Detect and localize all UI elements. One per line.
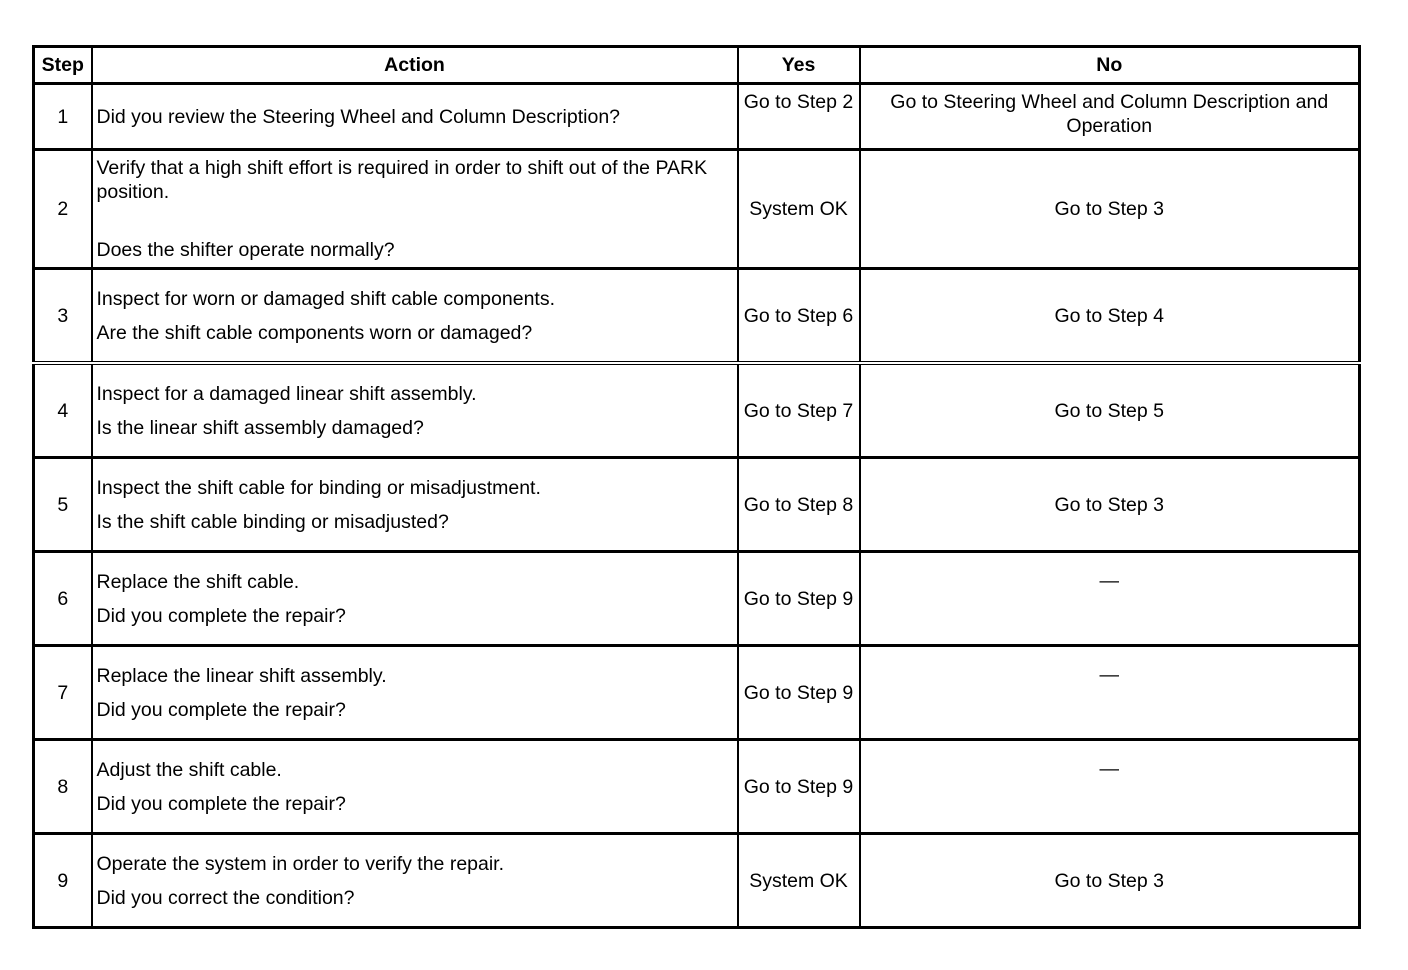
action-cell	[92, 646, 738, 740]
no-cell: Go to Step 3	[860, 834, 1360, 928]
action-text: Operate the system in order to verify the repair.	[96, 852, 505, 875]
no-cell: Go to Step 5	[860, 363, 1360, 458]
action-cell	[92, 552, 738, 646]
action-text: Adjust the shift cable.	[96, 758, 282, 781]
yes-cell: Go to Step 8	[738, 458, 860, 552]
header-yes: Yes	[738, 47, 860, 84]
table-row	[34, 84, 1360, 150]
action-text: Inspect for worn or damaged shift cable components.	[96, 287, 555, 310]
yes-cell: Go to Step 2	[738, 84, 860, 150]
action-question: Did you complete the repair?	[96, 698, 346, 721]
no-dash: —	[1099, 569, 1119, 592]
yes-cell: Go to Step 9	[738, 552, 860, 646]
no-cell: Go to Step 3	[860, 458, 1360, 552]
action-cell	[92, 834, 738, 928]
action-text: Did you review the Steering Wheel and Column Description?	[96, 105, 621, 128]
step-number: 5	[34, 458, 92, 552]
step-number: 1	[34, 84, 92, 150]
action-cell	[92, 84, 738, 150]
header-row	[34, 47, 1360, 84]
action-text: Inspect for a damaged linear shift assembly.	[96, 382, 477, 405]
action-question: Are the shift cable components worn or damaged?	[96, 321, 533, 344]
step-number: 6	[34, 552, 92, 646]
yes-cell: Go to Step 9	[738, 646, 860, 740]
no-dash: —	[1099, 663, 1119, 686]
action-question: Is the linear shift assembly damaged?	[96, 416, 424, 439]
yes-cell: Go to Step 7	[738, 363, 860, 458]
diagnostic-table	[32, 45, 1361, 929]
action-cell	[92, 150, 738, 269]
action-question: Is the shift cable binding or misadjusted?	[96, 510, 449, 533]
no-cell: Go to Step 3	[860, 150, 1360, 269]
table-row	[34, 363, 1360, 458]
action-question: Did you complete the repair?	[96, 604, 346, 627]
action-text: Replace the linear shift assembly.	[96, 664, 387, 687]
yes-cell: Go to Step 9	[738, 740, 860, 834]
action-text: Inspect the shift cable for binding or misadjustment.	[96, 476, 541, 499]
step-number: 2	[34, 150, 92, 269]
step-number: 7	[34, 646, 92, 740]
table-row	[34, 552, 1360, 646]
action-question: Does the shifter operate normally?	[96, 239, 395, 261]
no-dash: —	[1099, 757, 1119, 780]
yes-cell: System OK	[738, 150, 860, 269]
no-cell: Go to Steering Wheel and Column Description and Operation	[860, 84, 1360, 150]
action-text: Replace the shift cable.	[96, 570, 300, 593]
action-cell	[92, 269, 738, 364]
action-question: Did you complete the repair?	[96, 792, 346, 815]
table-row	[34, 150, 1360, 269]
table-row	[34, 740, 1360, 834]
no-cell	[860, 552, 1360, 646]
action-cell	[92, 458, 738, 552]
header-step: Step	[34, 47, 92, 84]
table-row	[34, 269, 1360, 364]
step-number: 4	[34, 363, 92, 458]
step-number: 3	[34, 269, 92, 364]
action-cell	[92, 740, 738, 834]
no-cell	[860, 740, 1360, 834]
step-number: 8	[34, 740, 92, 834]
yes-cell: Go to Step 6	[738, 269, 860, 364]
no-cell	[860, 646, 1360, 740]
header-no: No	[860, 47, 1360, 84]
table-row	[34, 458, 1360, 552]
yes-cell: System OK	[738, 834, 860, 928]
action-question: Did you correct the condition?	[96, 886, 355, 909]
header-action: Action	[92, 47, 738, 84]
no-cell: Go to Step 4	[860, 269, 1360, 364]
action-cell	[92, 363, 738, 458]
table-row	[34, 646, 1360, 740]
action-text: Verify that a high shift effort is required in order to shift out of the PARK position.	[96, 157, 708, 203]
table-row	[34, 834, 1360, 928]
step-number: 9	[34, 834, 92, 928]
